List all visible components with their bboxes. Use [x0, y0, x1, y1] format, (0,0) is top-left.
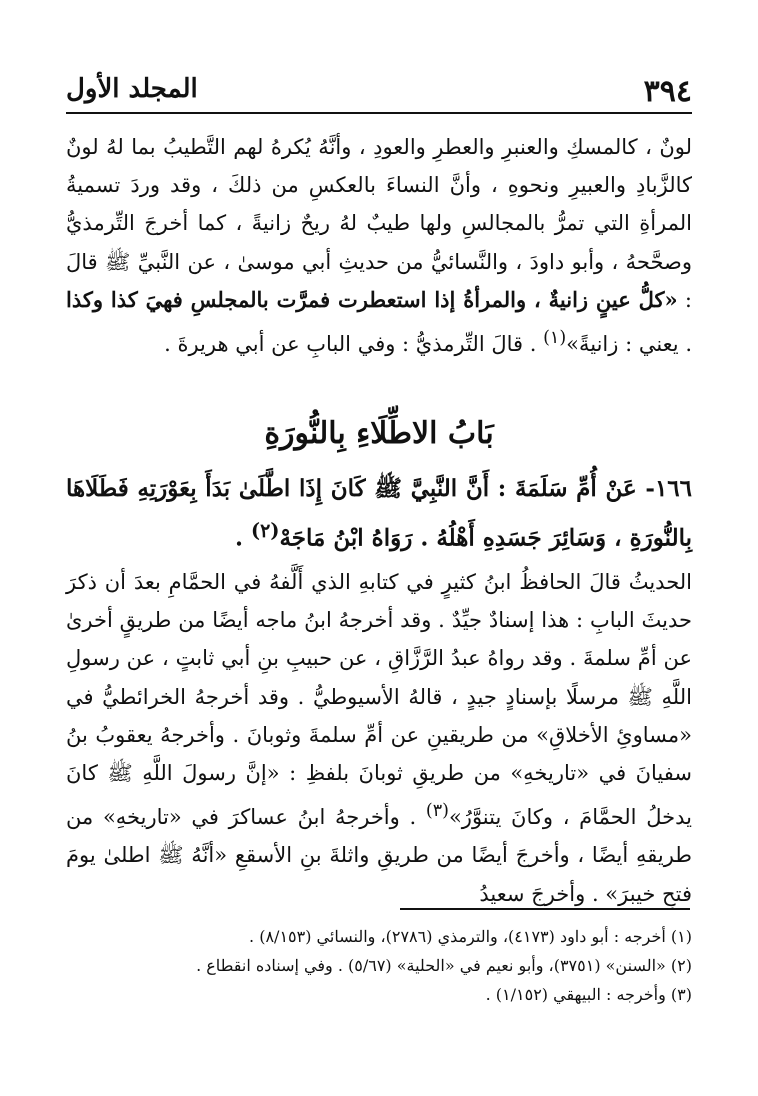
footnote-1: (١) أخرجه : أبو داود (٤١٧٣)، والترمذي (٢٧٨٦)، والنسائي (٨/١٥٣) .	[249, 927, 692, 946]
chapter-title: بَابُ الاطِّلَاءِ بِالنُّورَةِ	[264, 416, 494, 451]
hadith-text: ١٦٦- عَنْ أُمِّ سَلَمَةَ : أَنَّ النَّبِيَّ ﷺ كَانَ إِذَا اطَّلَىٰ بَدَأَ بِعَوْرَتِهِ فَطَلَاهَا بِالنُّورَةِ ، وَسَائِرَ جَسَدِهِ أَهْلُهُ . رَوَاهُ ابْنُ مَاجَهْ	[66, 475, 692, 552]
footnote-marker-3: (٣)	[425, 801, 449, 822]
page-number: ٣٩٤	[643, 74, 692, 109]
footnotes	[66, 922, 692, 1009]
intro-hadith-quote: «كلُّ عينٍ زانيةٌ ، والمرأةُ إذا استعطرت فمرَّت بالمجلسِ فهيَ كذا وكذا	[66, 286, 678, 312]
hadith-end: .	[235, 524, 252, 552]
volume-title: المجلد الأول	[66, 74, 198, 104]
hadith-166	[66, 468, 692, 560]
footnote-marker-2: (٢)	[251, 519, 280, 542]
intro-text-3: . قالَ التِّرمذيُّ : وفي البابِ عن أبي هريرةَ .	[164, 332, 544, 357]
intro-text-1: لونٌ ، كالمسكِ والعنبرِ والعطرِ والعودِ ، وأنَّهُ يُكرهُ لهم التَّطيبُ بما لهُ لونٌ كالزَّبادِ والعبيرِ ونحوهِ ، وأنَّ النساءَ بالعكسِ من ذلكَ ، وقد وردَ تسميةُ المرأةِ التي تمرُّ بالمجالسِ ولها طيبٌ لهُ ريحٌ زانيةً ، كما أخرجَ التِّرمذيُّ وصحَّحهُ ، وأبو داودَ ، والنَّسائيُّ من حديثِ أبي موسىٰ ، عن النَّبيِّ ﷺ قالَ :	[66, 135, 692, 312]
commentary-text-1: الحديثُ قالَ الحافظُ ابنُ كثيرٍ في كتابهِ الذي أَلَّفهُ في الحمَّامِ بعدَ أن ذكرَ حديثَ البابِ : هذا إسنادٌ جيِّدٌ . وقد أخرجهُ ابنُ ماجه أيضًا من طريقٍ أخرىٰ عن أمِّ سلمةَ . وقد رواهُ عبدُ الرَّزَّاقِ ، عن حبيبِ بنِ أبي ثابتٍ ، عن رسولِ اللَّهِ ﷺ مرسلًا بإسنادٍ جيدٍ ، قالهُ الأسيوطيُّ . وقد أخرجهُ الخرائطيُّ في «مساوئِ الأخلاقِ» من طريقينِ عن أمِّ سلمةَ وثوبانَ . وأخرجهُ يعقوبُ بنُ سفيانَ في «تاريخهِ» من طريقِ ثوبانَ بلفظِ : «إنَّ رسولَ اللَّهِ ﷺ كانَ يدخلُ الحمَّامَ ، وكانَ يتنوَّرُ»	[66, 570, 692, 830]
footnote-3: (٣) وأخرجه : البيهقي (١/١٥٢) .	[485, 985, 692, 1004]
page-header	[66, 70, 692, 110]
footnote-divider	[400, 908, 690, 910]
footnote-marker-1: (١)	[543, 328, 567, 349]
commentary-text-2: . وأخرجهُ ابنُ عساكرَ في «تاريخهِ» من طريقهِ أيضًا ، وأخرجَ أيضًا من طريقِ واثلةَ بنِ الأسقعِ «أنَّهُ ﷺ اطلىٰ يومَ فتحِ خيبرَ» . وأخرجَ سعيدُ	[66, 805, 692, 906]
footnote-2: (٢) «السنن» (٣٧٥١)، وأبو نعيم في «الحلية» (٥/٦٧) . وفي إسناده انقطاع .	[196, 956, 692, 975]
paragraph-commentary	[66, 563, 692, 913]
header-divider	[66, 112, 692, 114]
intro-text-2: . يعني : زانيةً»	[566, 332, 692, 357]
paragraph-intro	[66, 128, 692, 363]
